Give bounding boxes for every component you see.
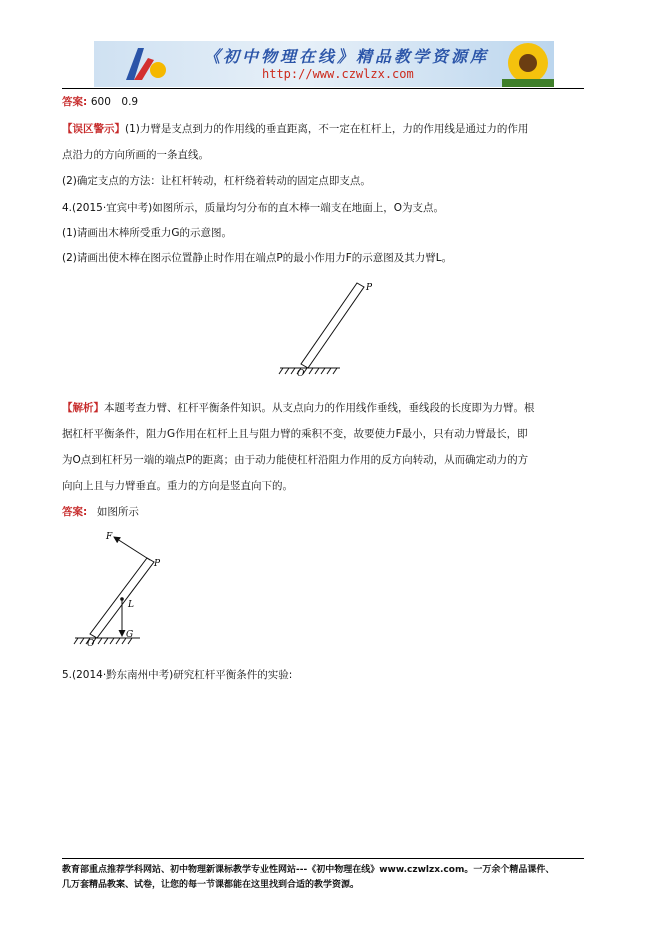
label-o: O <box>297 369 305 378</box>
analysis-line-4: 向向上且与力臂垂直。重力的方向是竖直向下的。 <box>62 480 293 492</box>
site-logo-icon <box>120 44 170 84</box>
label-f: F <box>106 532 113 542</box>
header-rule <box>62 88 584 89</box>
analysis-line-3: 为O点到杠杆另一端的端点P的距离；由于动力能使杠杆沿阻力作用的反方向转动，从而确定动力的方 <box>62 454 529 466</box>
warning-line-2: 点沿力的方向所画的一条直线。 <box>62 149 209 161</box>
answer-1 <box>62 95 138 109</box>
answer-value: 如图所示 <box>96 506 139 518</box>
figure-lever-answer <box>70 528 180 648</box>
warning-line-1 <box>62 122 528 136</box>
figure-lever-question <box>275 278 385 378</box>
header-banner <box>94 41 554 87</box>
footer-line-1: 教育部重点推荐学科网站、初中物理新课标教学专业性网站---《初中物理在线》www.czwlzx.com。一万余个精品课件、 <box>62 865 555 875</box>
warning-text-1: (1)力臂是支点到力的作用线的垂直距离，不一定在杠杆上，力的作用线是通过力的作用 <box>125 123 529 135</box>
label-g: G <box>126 630 134 640</box>
analysis-tag: 【解析】 <box>62 402 104 414</box>
force-f-arrow <box>114 537 150 560</box>
question-4-part-2: (2)请画出使木棒在图示位置静止时作用在端点P的最小作用力F的示意图及其力臂L。 <box>62 252 453 264</box>
sunflower-icon <box>502 41 554 87</box>
wooden-rod <box>301 283 364 368</box>
answer-label: 答案: <box>62 96 88 108</box>
footer-line-2: 几万套精品教案、试卷，让您的每一节课都能在这里找到合适的教学资源。 <box>62 880 360 890</box>
label-p: P <box>154 559 161 569</box>
center-of-gravity <box>120 597 124 601</box>
footer-rule <box>62 858 584 859</box>
banner-url: http://www.czwlzx.com <box>262 67 414 81</box>
warning-tag: 【误区警示】 <box>62 123 125 135</box>
answer-label: 答案: <box>62 506 88 518</box>
question-4-part-1: (1)请画出木棒所受重力G的示意图。 <box>62 227 233 239</box>
question-4-stem: 4.(2015·宜宾中考)如图所示，质量均匀分布的直木棒一端支在地面上，O为支点。 <box>62 202 445 214</box>
label-p: P <box>366 283 373 293</box>
answer-value: 600 0.9 <box>90 96 139 108</box>
banner-title: 《初中物理在线》精品教学资源库 <box>204 47 490 66</box>
label-o: O <box>87 639 95 648</box>
label-l: L <box>128 600 134 610</box>
analysis-text-1: 本题考查力臂、杠杆平衡条件知识。从支点向力的作用线作垂线，垂线段的长度即为力臂。根 <box>104 402 535 414</box>
answer-2 <box>62 505 139 519</box>
question-5-stem: 5.(2014·黔东南州中考)研究杠杆平衡条件的实验: <box>62 669 293 681</box>
analysis-line-2: 据杠杆平衡条件，阻力G作用在杠杆上且与阻力臂的乘积不变，故要使力F最小，只有动力臂最长，即 <box>62 428 528 440</box>
analysis-line-1 <box>62 401 535 415</box>
ground-hatching <box>279 368 340 374</box>
warning-line-3: (2)确定支点的方法：让杠杆转动，杠杆绕着转动的固定点即支点。 <box>62 175 371 187</box>
